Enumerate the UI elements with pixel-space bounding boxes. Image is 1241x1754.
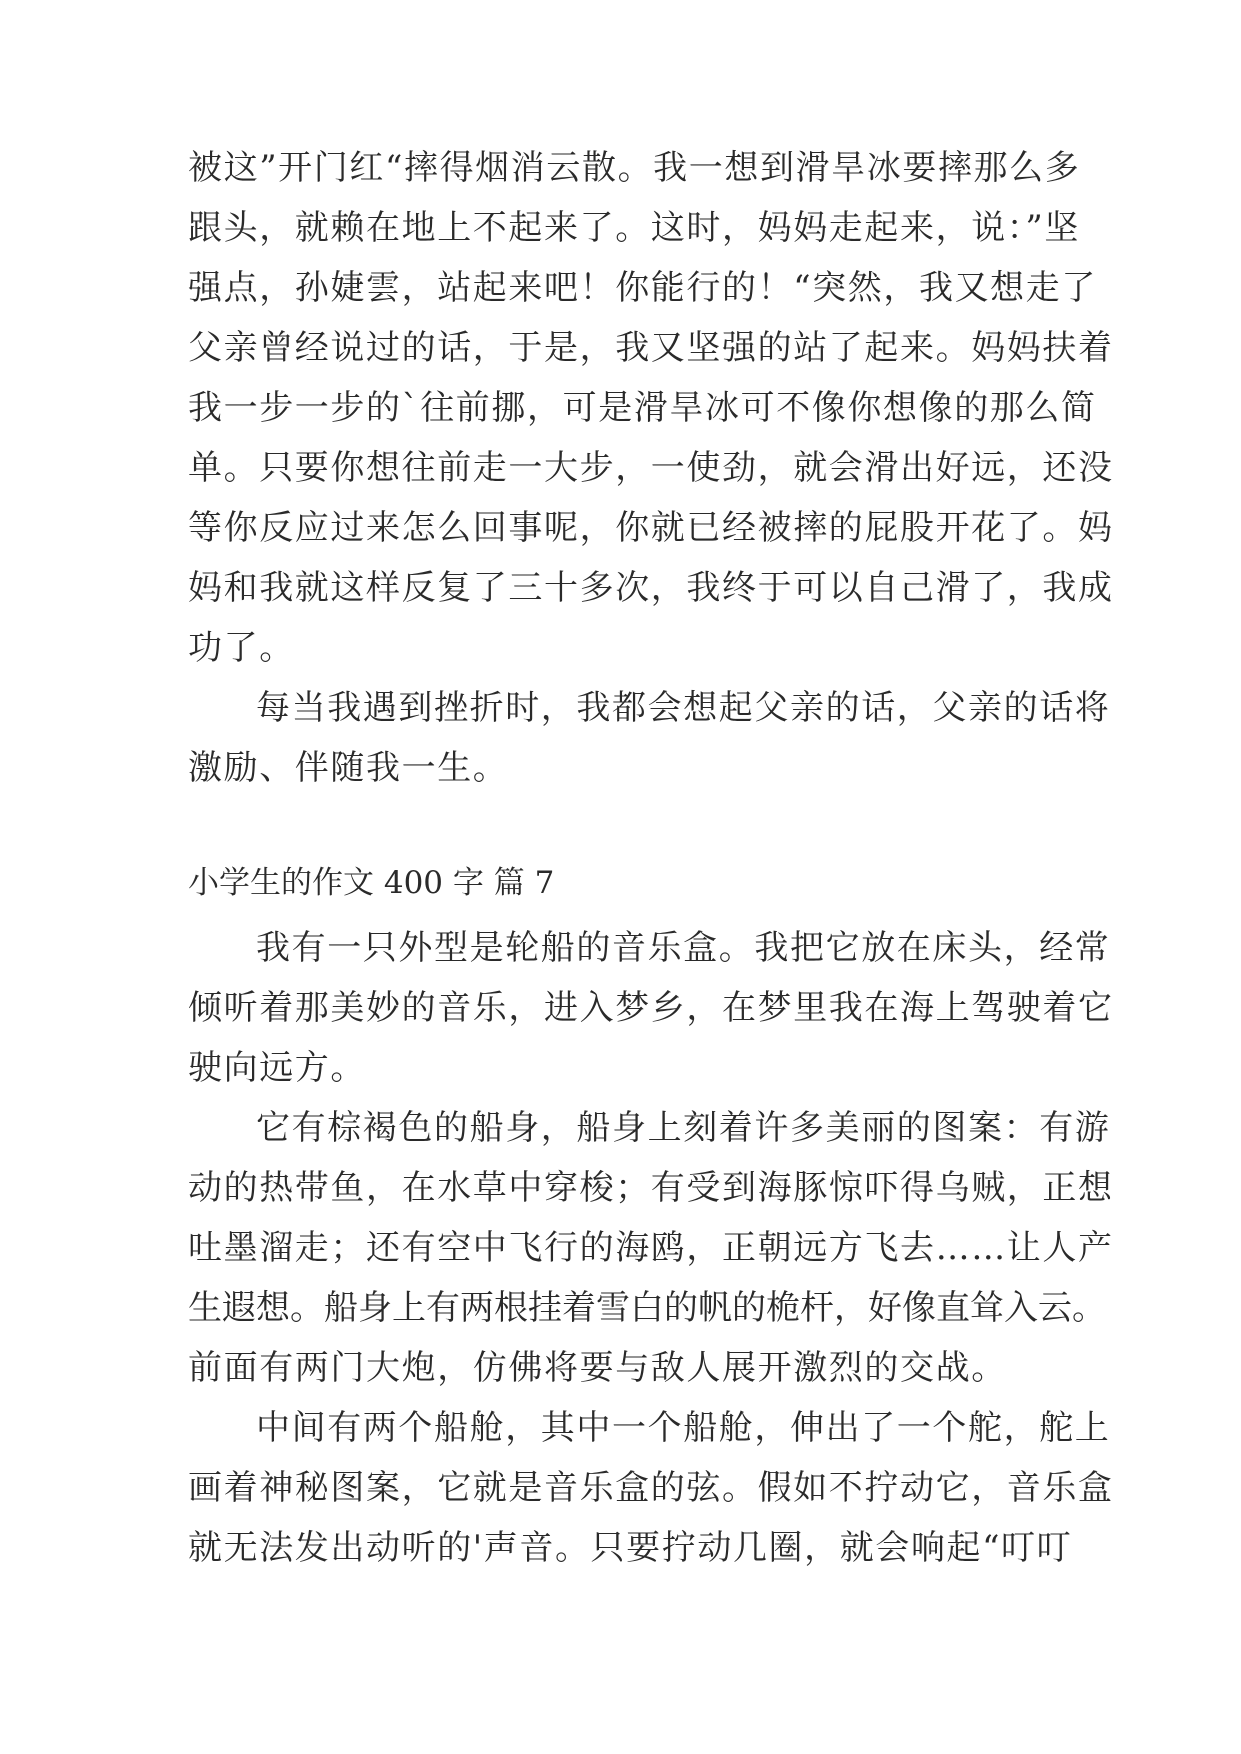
text-line: 跟头，就赖在地上不起来了。这时，妈妈走起来，说：”坚 (188, 208, 1080, 248)
text-line: 父亲曾经说过的话，于是，我又坚强的站了起来。妈妈扶着 (188, 328, 1114, 368)
text-line: 强点，孙婕雲，站起来吧！你能行的！“突然，我又想走了 (188, 268, 1097, 308)
text-line: 激励、伴随我一生。 (188, 748, 509, 788)
paragraph-first-line: 中间有两个船舱，其中一个船舱，伸出了一个舵，舵上 (256, 1408, 1111, 1448)
paragraph-first-line: 每当我遇到挫折时，我都会想起父亲的话，父亲的话将 (256, 688, 1111, 728)
paragraph-first-line: 它有棕褐色的船身，船身上刻着许多美丽的图案：有游 (256, 1108, 1111, 1148)
text-line: 倾听着那美妙的音乐，进入梦乡，在梦里我在海上驾驶着它 (188, 988, 1114, 1028)
text-line: 吐墨溜走；还有空中飞行的海鸥，正朝远方飞去……让人产 (188, 1228, 1114, 1268)
paragraph-first-line: 我有一只外型是轮船的音乐盒。我把它放在床头，经常 (256, 928, 1111, 968)
text-line: 生遐想。船身上有两根挂着雪白的帆的桅杆，好像直耸入云。 (188, 1288, 1106, 1328)
text-line: 驶向远方。 (188, 1048, 366, 1088)
text-line: 画着神秘图案，它就是音乐盒的弦。假如不拧动它，音乐盒 (188, 1468, 1114, 1508)
text-line: 单。只要你想往前走一大步，一使劲，就会滑出好远，还没 (188, 448, 1114, 488)
text-line: 就无法发出动听的'声音。只要拧动几圈，就会响起“叮叮 (188, 1528, 1073, 1568)
text-line: 我一步一步的`往前挪，可是滑旱冰可不像你想像的那么简 (188, 388, 1097, 428)
text-line: 动的热带鱼，在水草中穿梭；有受到海豚惊吓得乌贼，正想 (188, 1168, 1114, 1208)
text-line: 被这”开门红“摔得烟消云散。我一想到滑旱冰要摔那么多 (188, 148, 1081, 188)
section-heading: 小学生的作文 400 字 篇 7 (188, 865, 555, 901)
text-line: 前面有两门大炮，仿佛将要与敌人展开激烈的交战。 (188, 1348, 1007, 1388)
text-line: 功了。 (188, 628, 295, 668)
text-line: 妈和我就这样反复了三十多次，我终于可以自己滑了，我成 (188, 568, 1114, 608)
text-line: 等你反应过来怎么回事呢，你就已经被摔的屁股开花了。妈 (188, 508, 1114, 548)
